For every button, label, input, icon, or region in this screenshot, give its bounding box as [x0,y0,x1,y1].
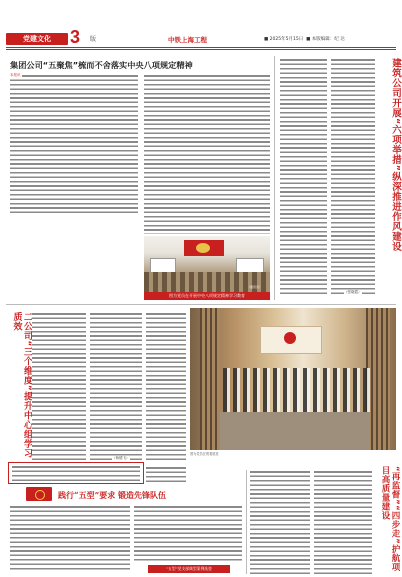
lead-photo-caption: 图为党员在开展中央八项规定精神学习教育 [144,292,270,300]
column-divider [274,56,275,300]
section-badge: 党建文化 [6,33,68,45]
mid-text-col [146,312,186,462]
mid-text-tail [146,466,186,482]
right-top-author: （张晓霞） [344,290,362,294]
right-bottom-text-col2 [314,470,372,574]
issue-date: ■ 2025年5月15日 ■ 本版编辑：纪 达 [264,37,345,42]
bottom-left-title: 践行“五型”要求 锻造先锋队伍 [58,490,166,500]
bottom-left-text-col1 [10,505,130,571]
lead-text-col2 [144,74,270,234]
paper-name: 中铁上海工程 [168,36,207,44]
lead-photo [144,236,270,292]
column-divider-bottom [246,470,247,574]
left-mid-text-col2 [90,312,142,462]
notice-text [12,465,140,481]
lead-title: 集团公司“五聚焦”梳而不舍落实中央八项规定精神 [10,60,193,70]
lead-credit: （通讯员） [247,285,263,289]
bottom-left-text-col2 [134,505,242,563]
left-mid-author: （杨德飞） [112,456,130,460]
left-mid-title: 二公司“三个维度”提升中心组学习质效 [11,312,32,458]
page-number: 3 [70,27,81,47]
right-top-text-col1 [280,58,327,296]
right-bottom-text-col1 [250,470,310,574]
page-label: 版 [90,36,97,43]
notice-box [8,462,144,484]
right-bottom-title: “再监督”“四步走”护航项目高质量建设 [380,466,400,572]
right-top-text-col2 [331,58,375,296]
lead-byline: 本报讯 [10,73,21,77]
exhibition-photo-caption: 图为党员在观看展览 [190,452,219,456]
lead-text-col1 [10,74,138,216]
header-rule-thin [6,49,396,50]
bottom-left-footer: “五型”党支部典型案例选登 [148,565,230,573]
party-emblem-icon [26,487,52,501]
header-rule [6,47,396,48]
right-top-title: 建筑公司开展“六项举措”纵深推进作风建设 [390,58,401,252]
left-mid-text-col1 [32,312,86,462]
exhibition-photo [190,308,396,450]
section-divider [6,304,396,305]
